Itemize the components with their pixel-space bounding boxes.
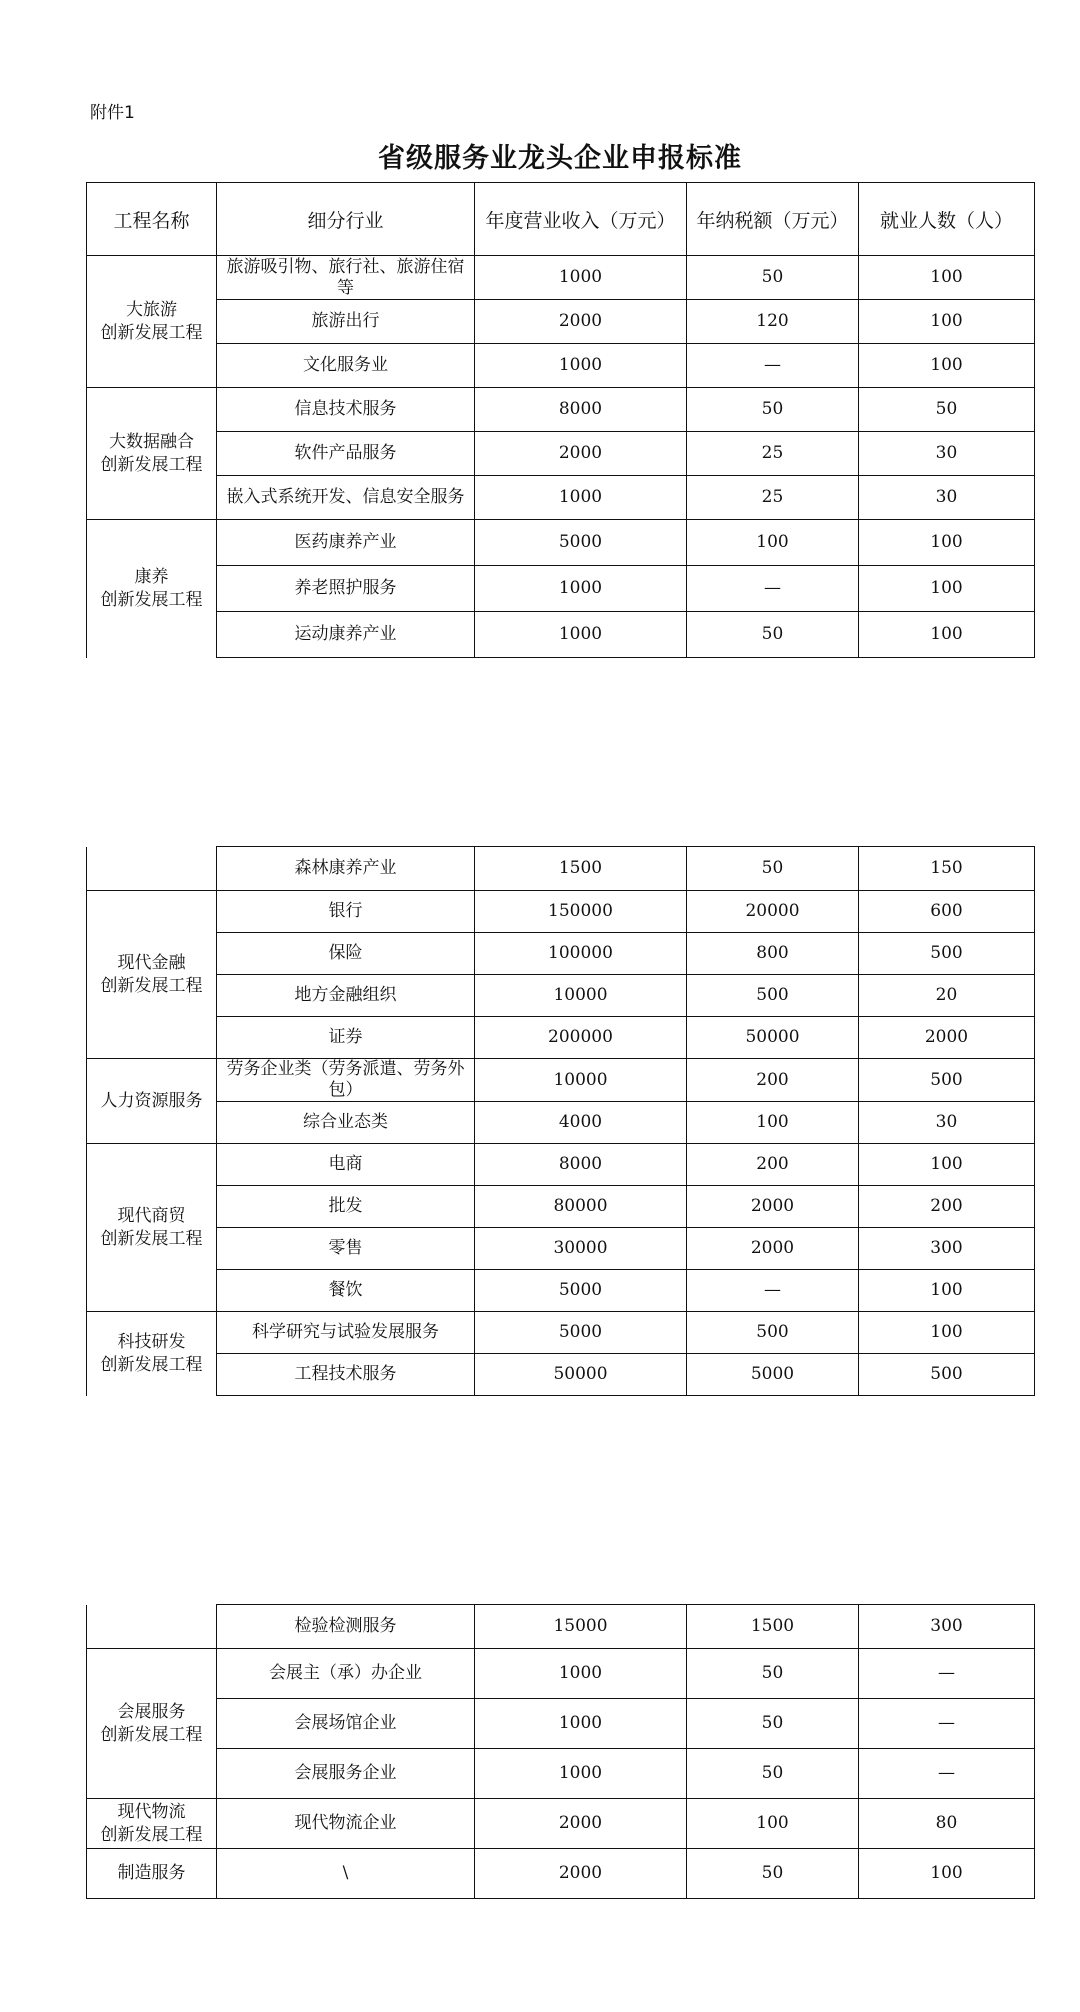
revenue-cell: 2000 [475,1799,687,1849]
revenue-cell: 10000 [475,1059,687,1102]
industry-cell: 旅游出行 [217,300,475,344]
tax-cell: — [687,1270,859,1312]
table-row [87,1228,1035,1270]
tax-cell: 1500 [687,1605,859,1649]
tax-cell: 50 [687,1849,859,1899]
standards-table-part-2 [86,846,1035,1396]
table-row [87,566,1035,612]
table-row [87,1799,1035,1849]
employees-cell: — [859,1749,1035,1799]
revenue-cell: 150000 [475,891,687,933]
header-project: 工程名称 [87,183,217,256]
industry-cell: 工程技术服务 [217,1354,475,1396]
table-page-2 [86,846,1080,1396]
attachment-label: 附件1 [90,103,135,123]
tax-cell: 500 [687,975,859,1017]
table-row [87,432,1035,476]
revenue-cell: 80000 [475,1186,687,1228]
tax-cell: 20000 [687,891,859,933]
tax-cell: 50 [687,612,859,658]
industry-cell: 嵌入式系统开发、信息安全服务 [217,476,475,520]
project-cell-continued [87,1605,217,1649]
employees-cell: 50 [859,388,1035,432]
employees-cell: 500 [859,933,1035,975]
revenue-cell: 30000 [475,1228,687,1270]
table-row [87,1649,1035,1699]
tax-cell: 500 [687,1312,859,1354]
employees-cell: 100 [859,300,1035,344]
table-row [87,1144,1035,1186]
tax-cell: 200 [687,1059,859,1102]
table-row [87,891,1035,933]
tax-cell: 50 [687,1649,859,1699]
header-tax: 年纳税额（万元） [687,183,859,256]
project-name-cell: 现代物流 创新发展工程 [87,1799,217,1849]
revenue-cell: 1000 [475,344,687,388]
table-page-3 [86,1604,1080,1899]
industry-cell: 零售 [217,1228,475,1270]
table-row-continued [87,1605,1035,1649]
industry-cell: 电商 [217,1144,475,1186]
industry-cell: 软件产品服务 [217,432,475,476]
employees-cell: 30 [859,1102,1035,1144]
employees-cell: — [859,1649,1035,1699]
project-name-cell: 现代商贸 创新发展工程 [87,1144,217,1312]
employees-cell: 100 [859,612,1035,658]
employees-cell: 2000 [859,1017,1035,1059]
table-header-row [87,183,1035,256]
tax-cell: 50 [687,1699,859,1749]
project-name-cell: 制造服务 [87,1849,217,1899]
project-name-cell: 康养 创新发展工程 [87,520,217,658]
industry-cell: 科学研究与试验发展服务 [217,1312,475,1354]
tax-cell: 25 [687,476,859,520]
tax-cell: — [687,566,859,612]
industry-cell: 运动康养产业 [217,612,475,658]
revenue-cell: 5000 [475,1312,687,1354]
employees-cell: 20 [859,975,1035,1017]
tax-cell: 120 [687,300,859,344]
table-row [87,344,1035,388]
industry-cell: 会展服务企业 [217,1749,475,1799]
tax-cell: 2000 [687,1186,859,1228]
industry-cell: 保险 [217,933,475,975]
employees-cell: 100 [859,256,1035,300]
tax-cell: 100 [687,1102,859,1144]
revenue-cell: 1000 [475,566,687,612]
table-row [87,1186,1035,1228]
industry-cell: 综合业态类 [217,1102,475,1144]
industry-cell: 劳务企业类（劳务派遣、劳务外包） [217,1059,475,1102]
industry-cell: 会展主（承）办企业 [217,1649,475,1699]
industry-cell: 森林康养产业 [217,847,475,891]
industry-cell: 医药康养产业 [217,520,475,566]
table-row [87,1354,1035,1396]
employees-cell: 600 [859,891,1035,933]
tax-cell: 50 [687,847,859,891]
revenue-cell: 2000 [475,432,687,476]
employees-cell: 100 [859,1312,1035,1354]
tax-cell: 25 [687,432,859,476]
revenue-cell: 1000 [475,1699,687,1749]
table-row [87,975,1035,1017]
revenue-cell: 1000 [475,1649,687,1699]
table-row [87,1312,1035,1354]
industry-cell: 现代物流企业 [217,1799,475,1849]
table-row [87,388,1035,432]
employees-cell: 30 [859,432,1035,476]
revenue-cell: 1000 [475,256,687,300]
tax-cell: — [687,344,859,388]
industry-cell: 养老照护服务 [217,566,475,612]
employees-cell: 500 [859,1059,1035,1102]
table-row [87,256,1035,300]
employees-cell: 100 [859,1849,1035,1899]
industry-cell: 旅游吸引物、旅行社、旅游住宿等 [217,256,475,300]
revenue-cell: 1000 [475,612,687,658]
revenue-cell: 1500 [475,847,687,891]
industry-cell: 信息技术服务 [217,388,475,432]
standards-table-part-3 [86,1604,1035,1899]
tax-cell: 50000 [687,1017,859,1059]
employees-cell: 100 [859,520,1035,566]
project-name-cell: 大数据融合 创新发展工程 [87,388,217,520]
header-employees: 就业人数（人） [859,183,1035,256]
industry-cell: 文化服务业 [217,344,475,388]
project-name-cell: 现代金融 创新发展工程 [87,891,217,1059]
tax-cell: 50 [687,388,859,432]
revenue-cell: 2000 [475,300,687,344]
header-revenue: 年度营业收入（万元） [475,183,687,256]
tax-cell: 50 [687,1749,859,1799]
tax-cell: 200 [687,1144,859,1186]
revenue-cell: 5000 [475,520,687,566]
revenue-cell: 8000 [475,388,687,432]
table-row [87,612,1035,658]
revenue-cell: 10000 [475,975,687,1017]
project-cell-continued [87,847,217,891]
employees-cell: 300 [859,1605,1035,1649]
table-row [87,1699,1035,1749]
employees-cell: 100 [859,566,1035,612]
industry-cell: 地方金融组织 [217,975,475,1017]
table-row [87,1059,1035,1102]
project-name-cell: 人力资源服务 [87,1059,217,1144]
employees-cell: 150 [859,847,1035,891]
table-row [87,520,1035,566]
employees-cell: 300 [859,1228,1035,1270]
table-row [87,300,1035,344]
table-row-continued [87,847,1035,891]
tax-cell: 100 [687,1799,859,1849]
revenue-cell: 15000 [475,1605,687,1649]
revenue-cell: 200000 [475,1017,687,1059]
employees-cell: — [859,1699,1035,1749]
table-row [87,1849,1035,1899]
revenue-cell: 5000 [475,1270,687,1312]
project-name-cell: 科技研发 创新发展工程 [87,1312,217,1396]
revenue-cell: 100000 [475,933,687,975]
table-row [87,476,1035,520]
project-name-cell: 大旅游 创新发展工程 [87,256,217,388]
tax-cell: 50 [687,256,859,300]
table-row [87,1102,1035,1144]
table-page-1 [86,182,1080,658]
table-row [87,1017,1035,1059]
table-row [87,1270,1035,1312]
standards-table-part-1 [86,182,1035,658]
tax-cell: 2000 [687,1228,859,1270]
revenue-cell: 50000 [475,1354,687,1396]
revenue-cell: 8000 [475,1144,687,1186]
employees-cell: 100 [859,1270,1035,1312]
revenue-cell: 1000 [475,1749,687,1799]
employees-cell: 100 [859,1144,1035,1186]
industry-cell: 检验检测服务 [217,1605,475,1649]
industry-cell: 餐饮 [217,1270,475,1312]
industry-cell: 批发 [217,1186,475,1228]
tax-cell: 100 [687,520,859,566]
employees-cell: 200 [859,1186,1035,1228]
employees-cell: 100 [859,344,1035,388]
employees-cell: 80 [859,1799,1035,1849]
industry-cell: 银行 [217,891,475,933]
tax-cell: 800 [687,933,859,975]
document-title: 省级服务业龙头企业申报标准 [378,143,742,174]
industry-cell: \ [217,1849,475,1899]
employees-cell: 500 [859,1354,1035,1396]
revenue-cell: 1000 [475,476,687,520]
table-row [87,933,1035,975]
project-name-cell: 会展服务 创新发展工程 [87,1649,217,1799]
revenue-cell: 2000 [475,1849,687,1899]
revenue-cell: 4000 [475,1102,687,1144]
header-industry: 细分行业 [217,183,475,256]
industry-cell: 会展场馆企业 [217,1699,475,1749]
table-row [87,1749,1035,1799]
tax-cell: 5000 [687,1354,859,1396]
industry-cell: 证券 [217,1017,475,1059]
employees-cell: 30 [859,476,1035,520]
